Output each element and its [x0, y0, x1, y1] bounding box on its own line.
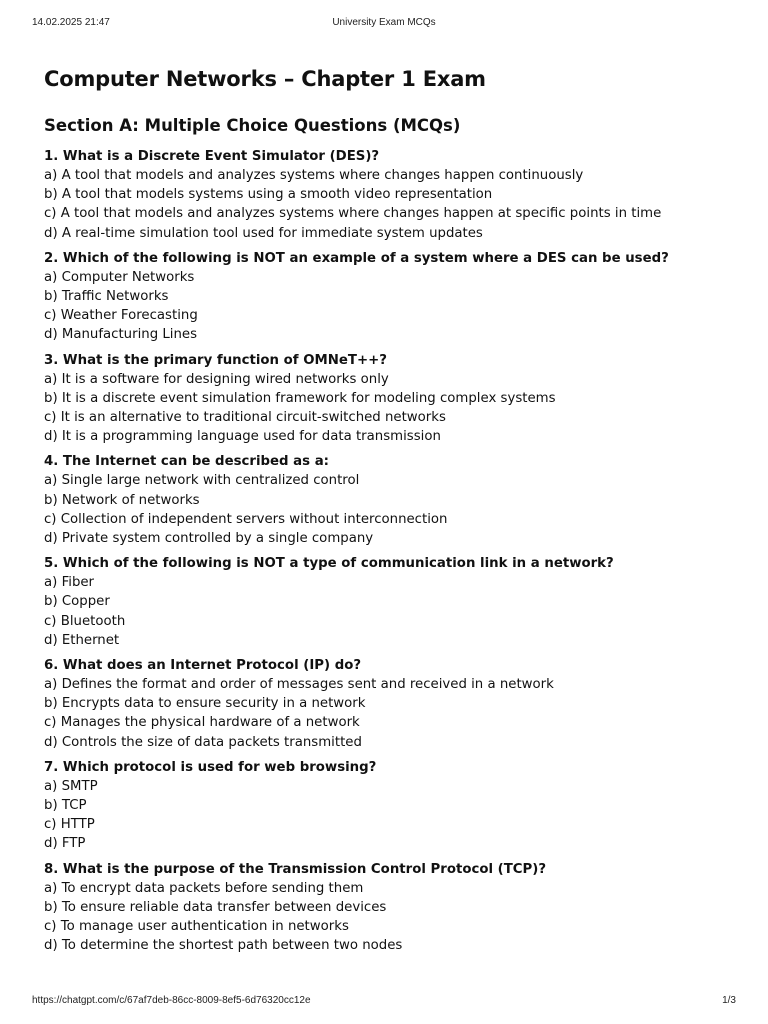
answer-option: a) Computer Networks — [44, 269, 195, 285]
question-block — [44, 860, 728, 956]
answer-options — [44, 777, 728, 854]
answer-option: d) Ethernet — [44, 632, 120, 648]
question-text: 5. Which of the following is NOT a type of communication link in a network? — [44, 556, 614, 572]
answer-option: c) To manage user authentication in networks — [44, 919, 349, 935]
question-text: 2. Which of the following is NOT an example of a system where a DES can be used? — [44, 250, 669, 266]
answer-option: b) Copper — [44, 594, 110, 610]
print-header — [32, 17, 736, 31]
answer-option: b) To ensure reliable data transfer between devices — [44, 899, 387, 915]
answer-option: a) Fiber — [44, 575, 95, 591]
question-block — [44, 351, 728, 447]
question-text: 6. What does an Internet Protocol (IP) do? — [44, 658, 362, 674]
answer-option: c) A tool that models and analyzes systems where changes happen at specific points in time — [44, 206, 662, 222]
print-page-title: University Exam MCQs — [332, 17, 436, 28]
section-title: Section A: Multiple Choice Questions (MCQs) — [44, 116, 461, 135]
print-url: https://chatgpt.com/c/67af7deb-86cc-8009-8ef5-6d76320cc12e — [32, 995, 311, 1006]
answer-options — [44, 573, 728, 650]
question-block — [44, 554, 728, 650]
answer-option: d) It is a programming language used for data transmission — [44, 429, 441, 445]
question-text: 8. What is the purpose of the Transmission Control Protocol (TCP)? — [44, 861, 547, 877]
answer-options — [44, 879, 728, 956]
question-block — [44, 656, 728, 752]
question-text: 3. What is the primary function of OMNeT++? — [44, 352, 387, 368]
answer-option: d) A real-time simulation tool used for immediate system updates — [44, 225, 483, 241]
answer-option: b) It is a discrete event simulation framework for modeling complex systems — [44, 390, 556, 406]
answer-option: c) Bluetooth — [44, 613, 126, 629]
answer-options — [44, 370, 728, 447]
answer-option: c) HTTP — [44, 817, 95, 833]
print-footer — [32, 995, 736, 1009]
question-text: 1. What is a Discrete Event Simulator (DES)? — [44, 149, 380, 164]
question-text: 4. The Internet can be described as a: — [44, 454, 329, 470]
answer-option: b) Network of networks — [44, 492, 200, 508]
answer-option: a) Single large network with centralized control — [44, 473, 360, 489]
answer-option: c) Weather Forecasting — [44, 308, 198, 324]
question-text: 7. Which protocol is used for web browsing? — [44, 759, 377, 775]
answer-options — [44, 675, 728, 752]
page-indicator: 1/3 — [722, 995, 736, 1006]
answer-option: a) It is a software for designing wired networks only — [44, 371, 389, 387]
answer-option: d) Private system controlled by a single company — [44, 531, 374, 547]
answer-option: d) Controls the size of data packets transmitted — [44, 734, 362, 750]
answer-option: b) Encrypts data to ensure security in a network — [44, 696, 366, 712]
answer-option: b) Traffic Networks — [44, 289, 169, 305]
print-datetime: 14.02.2025 21:47 — [32, 17, 110, 28]
answer-option: d) Manufacturing Lines — [44, 327, 198, 343]
answer-option: d) To determine the shortest path between two nodes — [44, 938, 403, 954]
answer-option: a) Defines the format and order of messages sent and received in a network — [44, 677, 554, 693]
answer-option: a) To encrypt data packets before sending them — [44, 880, 364, 896]
answer-options — [44, 166, 728, 243]
answer-option: c) Manages the physical hardware of a network — [44, 715, 360, 731]
question-block — [44, 249, 728, 345]
answer-option: c) It is an alternative to traditional circuit-switched networks — [44, 410, 446, 426]
answer-option: d) FTP — [44, 836, 86, 852]
question-list — [44, 147, 728, 956]
document-body — [44, 64, 728, 962]
answer-option: b) TCP — [44, 798, 87, 814]
answer-option: b) A tool that models systems using a smooth video representation — [44, 187, 493, 203]
answer-option: c) Collection of independent servers without interconnection — [44, 511, 448, 527]
answer-option: a) SMTP — [44, 778, 98, 794]
answer-options — [44, 471, 728, 548]
answer-option: a) A tool that models and analyzes systems where changes happen continuously — [44, 168, 584, 183]
document-title: Computer Networks – Chapter 1 Exam — [44, 67, 486, 91]
question-block — [44, 452, 728, 548]
question-block — [44, 758, 728, 854]
question-block — [44, 147, 728, 243]
answer-options — [44, 268, 728, 345]
